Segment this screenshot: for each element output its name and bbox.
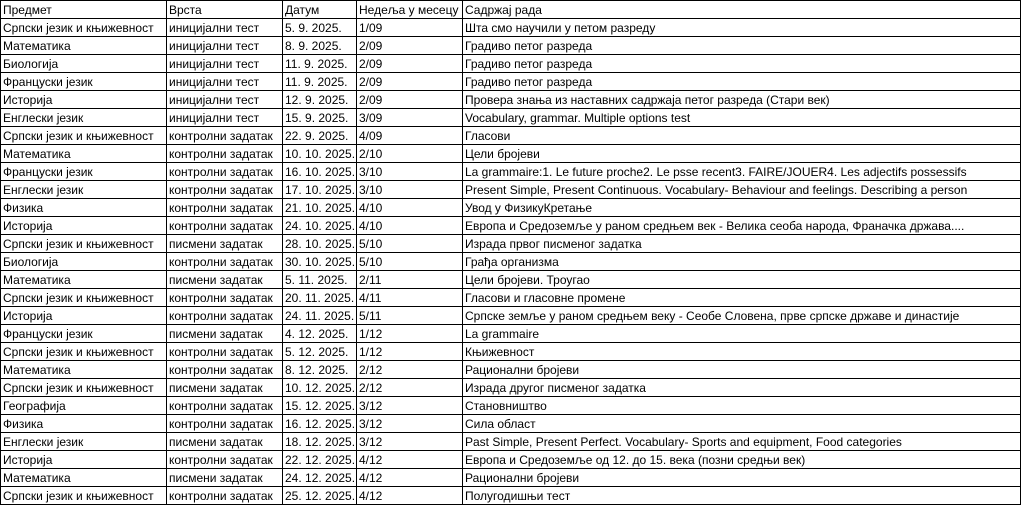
cell-content: Становништво [463,397,1021,415]
cell-date: 8. 12. 2025. [283,361,357,379]
cell-type: писмени задатак [167,433,283,451]
cell-subject: Српски језик и књижевност [1,487,167,505]
cell-subject: Математика [1,145,167,163]
cell-type: иницијални тест [167,37,283,55]
cell-content: Израда другог писменог задатка [463,379,1021,397]
cell-week: 3/12 [357,397,463,415]
cell-subject: Физика [1,199,167,217]
cell-date: 24. 12. 2025. [283,469,357,487]
cell-date: 30. 10. 2025. [283,253,357,271]
cell-subject: Српски језик и књижевност [1,289,167,307]
cell-date: 5. 11. 2025. [283,271,357,289]
table-row [1,415,1021,433]
cell-week: 3/12 [357,415,463,433]
cell-date: 5. 9. 2025. [283,19,357,37]
header-content: Садржај рада [463,1,1021,19]
table-row [1,433,1021,451]
cell-content: Грађа организма [463,253,1021,271]
cell-date: 12. 9. 2025. [283,91,357,109]
header-type: Врста [167,1,283,19]
cell-week: 2/09 [357,55,463,73]
cell-type: контролни задатак [167,361,283,379]
cell-content: Рационални бројеви [463,361,1021,379]
cell-date: 21. 10. 2025. [283,199,357,217]
header-row [1,1,1021,19]
table-row [1,109,1021,127]
cell-date: 20. 11. 2025. [283,289,357,307]
table-row [1,217,1021,235]
cell-week: 2/12 [357,361,463,379]
cell-type: иницијални тест [167,91,283,109]
cell-content: Књижевност [463,343,1021,361]
cell-week: 5/11 [357,307,463,325]
table-row [1,55,1021,73]
cell-subject: Српски језик и књижевност [1,235,167,253]
cell-date: 4. 12. 2025. [283,325,357,343]
table-row [1,397,1021,415]
cell-type: иницијални тест [167,73,283,91]
cell-type: писмени задатак [167,469,283,487]
cell-week: 2/09 [357,73,463,91]
table-row [1,307,1021,325]
cell-type: писмени задатак [167,325,283,343]
cell-subject: Енглески језик [1,181,167,199]
cell-type: писмени задатак [167,271,283,289]
cell-week: 1/09 [357,19,463,37]
cell-subject: Француски језик [1,163,167,181]
cell-content: Увод у ФизикуКретање [463,199,1021,217]
cell-content: Градиво петог разреда [463,73,1021,91]
cell-type: контролни задатак [167,307,283,325]
table-row [1,379,1021,397]
cell-content: La grammaire:1. Le future proche2. Le psse recent3. FAIRE/JOUER4. Les adjectifs possessifs [463,163,1021,181]
cell-subject: Физика [1,415,167,433]
cell-type: иницијални тест [167,55,283,73]
cell-subject: Историја [1,451,167,469]
table-row [1,127,1021,145]
cell-content: Шта смо научили у петом разреду [463,19,1021,37]
cell-content: Српске земље у раном средњем веку - Сеобе Словена, прве српске државе и династије [463,307,1021,325]
table-row [1,163,1021,181]
cell-type: контролни задатак [167,127,283,145]
cell-week: 5/10 [357,235,463,253]
cell-content: Европа и Средоземље од 12. до 15. века (позни средњи век) [463,451,1021,469]
table-row [1,289,1021,307]
cell-content: Present Simple, Present Continuous. Vocabulary- Behaviour and feelings. Describing a person [463,181,1021,199]
cell-date: 15. 9. 2025. [283,109,357,127]
cell-date: 22. 12. 2025. [283,451,357,469]
cell-content: Градиво петог разреда [463,37,1021,55]
cell-subject: Географија [1,397,167,415]
cell-date: 10. 10. 2025. [283,145,357,163]
cell-subject: Историја [1,91,167,109]
cell-content: Рационални бројеви [463,469,1021,487]
cell-week: 3/12 [357,433,463,451]
cell-date: 10. 12. 2025. [283,379,357,397]
cell-type: контролни задатак [167,199,283,217]
cell-date: 25. 12. 2025. [283,487,357,505]
cell-subject: Енглески језик [1,433,167,451]
cell-type: контролни задатак [167,487,283,505]
table-row [1,235,1021,253]
table-row [1,361,1021,379]
cell-content: Past Simple, Present Perfect. Vocabulary- Sports and equipment, Food categories [463,433,1021,451]
cell-content: Европа и Средоземље у раном средњем век - Велика сеоба народа, Франачка држава.... [463,217,1021,235]
cell-week: 3/09 [357,109,463,127]
cell-week: 3/10 [357,163,463,181]
table-row [1,91,1021,109]
cell-date: 28. 10. 2025. [283,235,357,253]
cell-type: контролни задатак [167,343,283,361]
cell-subject: Српски језик и књижевност [1,19,167,37]
cell-subject: Математика [1,271,167,289]
cell-type: контролни задатак [167,397,283,415]
cell-subject: Енглески језик [1,109,167,127]
cell-type: контролни задатак [167,253,283,271]
table-row [1,181,1021,199]
cell-subject: Историја [1,217,167,235]
cell-week: 4/09 [357,127,463,145]
cell-date: 17. 10. 2025. [283,181,357,199]
header-date: Датум [283,1,357,19]
cell-subject: Српски језик и књижевност [1,343,167,361]
table-row [1,325,1021,343]
cell-content: Сила област [463,415,1021,433]
cell-content: Провера знања из наставних садржаја петог разреда (Стари век) [463,91,1021,109]
table-row [1,451,1021,469]
cell-subject: Историја [1,307,167,325]
cell-week: 4/10 [357,199,463,217]
cell-subject: Српски језик и књижевност [1,379,167,397]
cell-content: Цели бројеви. Троугао [463,271,1021,289]
cell-subject: Математика [1,37,167,55]
cell-week: 4/12 [357,487,463,505]
table-row [1,37,1021,55]
cell-date: 24. 11. 2025. [283,307,357,325]
table-row [1,199,1021,217]
cell-content: Израда првог писменог задатка [463,235,1021,253]
cell-date: 18. 12. 2025. [283,433,357,451]
cell-subject: Математика [1,469,167,487]
cell-subject: Биологија [1,253,167,271]
cell-content: Гласови и гласовне промене [463,289,1021,307]
table-row [1,271,1021,289]
cell-type: контролни задатак [167,145,283,163]
cell-subject: Француски језик [1,325,167,343]
cell-week: 1/12 [357,325,463,343]
cell-subject: Биологија [1,55,167,73]
cell-week: 5/10 [357,253,463,271]
header-week: Недеља у месецу [357,1,463,19]
cell-week: 4/12 [357,451,463,469]
cell-subject: Српски језик и књижевност [1,127,167,145]
cell-date: 22. 9. 2025. [283,127,357,145]
cell-date: 24. 10. 2025. [283,217,357,235]
cell-week: 2/09 [357,37,463,55]
cell-week: 2/12 [357,379,463,397]
cell-content: Vocabulary, grammar. Multiple options test [463,109,1021,127]
table-row [1,19,1021,37]
cell-content: Градиво петог разреда [463,55,1021,73]
cell-type: писмени задатак [167,379,283,397]
cell-week: 4/11 [357,289,463,307]
cell-date: 8. 9. 2025. [283,37,357,55]
cell-week: 3/10 [357,181,463,199]
cell-week: 4/12 [357,469,463,487]
cell-week: 2/09 [357,91,463,109]
table-row [1,469,1021,487]
cell-date: 16. 10. 2025. [283,163,357,181]
cell-type: контролни задатак [167,181,283,199]
cell-content: Гласови [463,127,1021,145]
cell-date: 11. 9. 2025. [283,55,357,73]
table-row [1,145,1021,163]
cell-week: 4/10 [357,217,463,235]
cell-content: Полугодишњи тест [463,487,1021,505]
cell-type: контролни задатак [167,451,283,469]
cell-week: 1/12 [357,343,463,361]
cell-type: контролни задатак [167,415,283,433]
cell-subject: Француски језик [1,73,167,91]
cell-type: иницијални тест [167,19,283,37]
cell-week: 2/10 [357,145,463,163]
cell-content: Цели бројеви [463,145,1021,163]
table-row [1,73,1021,91]
table-row [1,487,1021,505]
cell-type: контролни задатак [167,163,283,181]
cell-type: иницијални тест [167,109,283,127]
cell-date: 15. 12. 2025. [283,397,357,415]
cell-week: 2/11 [357,271,463,289]
header-subject: Предмет [1,1,167,19]
cell-subject: Математика [1,361,167,379]
cell-content: La grammaire [463,325,1021,343]
cell-date: 11. 9. 2025. [283,73,357,91]
cell-type: писмени задатак [167,235,283,253]
cell-type: контролни задатак [167,289,283,307]
cell-date: 16. 12. 2025. [283,415,357,433]
cell-type: контролни задатак [167,217,283,235]
table-row [1,343,1021,361]
table-row [1,253,1021,271]
cell-date: 5. 12. 2025. [283,343,357,361]
